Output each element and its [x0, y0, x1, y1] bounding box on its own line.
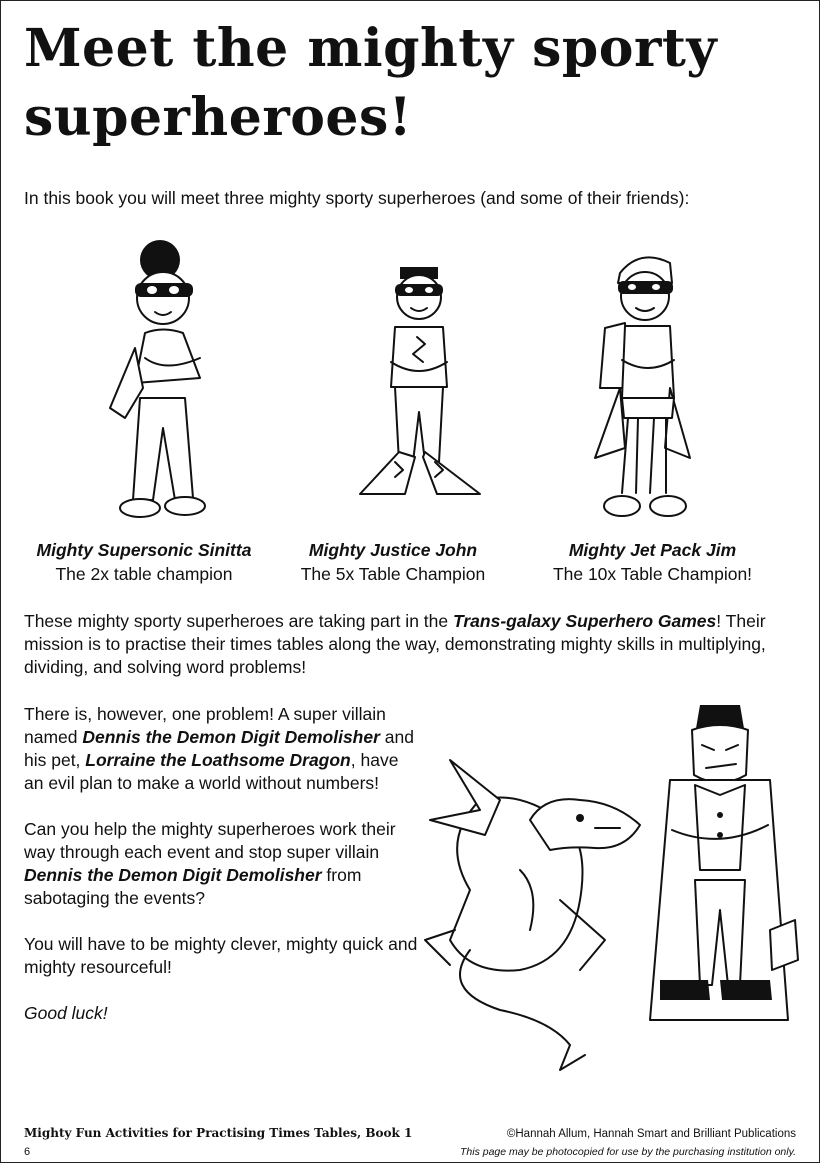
villain-name: Dennis the Demon Digit Demolisher	[24, 865, 322, 885]
hero-caption-jim	[535, 538, 770, 586]
page-title: Meet the mighty sporty superheroes!	[24, 18, 718, 149]
hero-role: The 10x Table Champion!	[552, 564, 753, 584]
text-run: ! Their mission is to practise their times tables along the way, demonstrating mighty skills in multiplying, dividing, and solving word problems!	[24, 611, 766, 677]
page-number: 6	[24, 1146, 31, 1158]
hero-captions	[0, 538, 820, 588]
john-illustration	[355, 262, 485, 507]
text-run: from sabotaging the events?	[24, 865, 362, 908]
footer-copyright: ©Hannah Allum, Hannah Smart and Brilliant Publications	[506, 1128, 796, 1140]
hero-caption-sinitta	[24, 538, 264, 586]
villain-paragraph	[24, 703, 419, 795]
hero-role: The 2x table champion	[55, 564, 233, 584]
hero-caption-john	[283, 538, 503, 586]
text-run: and his pet,	[24, 727, 414, 770]
dragon-name: Lorraine the Loathsome Dragon	[85, 750, 351, 770]
text-run: , have an evil plan to make a world without numbers!	[24, 750, 399, 793]
footer-book-title: Mighty Fun Activities for Practising Times Tables, Book 1	[24, 1126, 413, 1140]
sinitta-illustration	[105, 238, 215, 528]
text-run: There is, however, one problem! A super villain named	[24, 704, 386, 747]
hero-name: Mighty Jet Pack Jim	[568, 540, 737, 560]
help-paragraph	[24, 818, 419, 910]
hero-name: Mighty Justice John	[308, 540, 478, 560]
intro-text: In this book you will meet three mighty sporty superheroes (and some of their friends):	[24, 188, 690, 208]
text-run: These mighty sporty superheroes are taking part in the	[24, 611, 453, 631]
hero-role: The 5x Table Champion	[300, 564, 486, 584]
good-luck-text: Good luck!	[24, 1003, 108, 1023]
villain-and-dragon-illustration	[410, 700, 800, 1080]
mission-paragraph	[24, 610, 784, 679]
footer-photocopy-note: This page may be photocopied for use by the purchasing institution only.	[459, 1146, 796, 1158]
jim-illustration	[590, 248, 700, 528]
text-run: Can you help the mighty superheroes work their way through each event and stop super villain	[24, 819, 396, 862]
story-column	[24, 703, 419, 1048]
clever-paragraph: You will have to be mighty clever, mighty quick and mighty resourceful!	[24, 934, 418, 977]
villain-name: Dennis the Demon Digit Demolisher	[82, 727, 380, 747]
games-name: Trans-galaxy Superhero Games	[452, 611, 717, 631]
hero-name: Mighty Supersonic Sinitta	[36, 540, 252, 560]
